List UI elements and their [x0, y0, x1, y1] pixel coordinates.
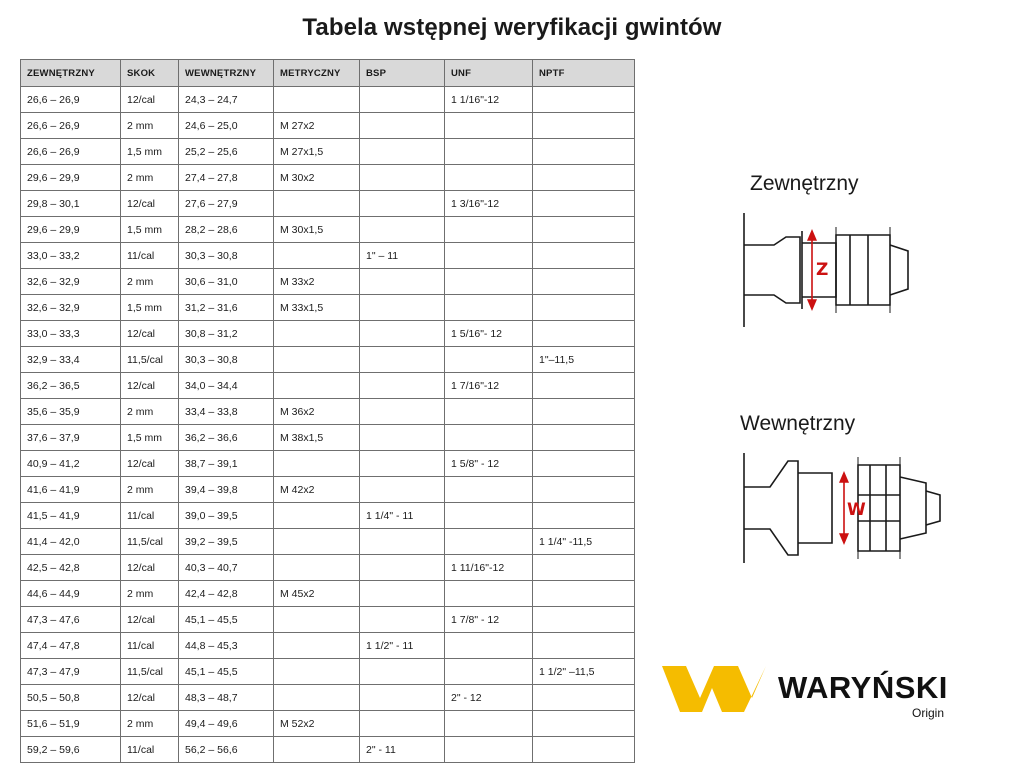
table-row [21, 685, 635, 711]
table-row [21, 425, 635, 451]
cell-unf: 1 7/16"-12 [445, 373, 533, 399]
cell-skok: 12/cal [121, 191, 179, 217]
threads-table [20, 59, 635, 763]
cell-unf [445, 737, 533, 763]
cell-wewnetrzny: 45,1 – 45,5 [179, 607, 274, 633]
cell-zewnetrzny: 59,2 – 59,6 [21, 737, 121, 763]
brand-name: WARYŃSKI [778, 670, 948, 705]
cell-skok: 2 mm [121, 477, 179, 503]
cell-skok: 11/cal [121, 737, 179, 763]
cell-wewnetrzny: 24,3 – 24,7 [179, 87, 274, 113]
cell-bsp [360, 711, 445, 737]
cell-zewnetrzny: 41,4 – 42,0 [21, 529, 121, 555]
cell-metryczny: M 38x1,5 [274, 425, 360, 451]
cell-skok: 2 mm [121, 165, 179, 191]
table-row [21, 555, 635, 581]
table-row [21, 113, 635, 139]
cell-bsp: 2" - 11 [360, 737, 445, 763]
cell-metryczny [274, 555, 360, 581]
external-dimension-letter: Z [816, 260, 829, 280]
cell-zewnetrzny: 41,5 – 41,9 [21, 503, 121, 529]
cell-skok: 2 mm [121, 711, 179, 737]
table-header-row [21, 60, 635, 87]
column-header-bsp: BSP [360, 60, 445, 87]
cell-nptf [533, 503, 635, 529]
cell-nptf [533, 295, 635, 321]
cell-bsp [360, 607, 445, 633]
cell-metryczny [274, 685, 360, 711]
table-row [21, 737, 635, 763]
cell-bsp [360, 347, 445, 373]
cell-unf: 2" - 12 [445, 685, 533, 711]
table-row [21, 191, 635, 217]
cell-wewnetrzny: 30,6 – 31,0 [179, 269, 274, 295]
cell-wewnetrzny: 27,6 – 27,9 [179, 191, 274, 217]
cell-nptf: 1 1/2" –11,5 [533, 659, 635, 685]
cell-unf [445, 399, 533, 425]
cell-zewnetrzny: 33,0 – 33,2 [21, 243, 121, 269]
cell-unf [445, 659, 533, 685]
cell-unf: 1 5/16"- 12 [445, 321, 533, 347]
cell-zewnetrzny: 29,6 – 29,9 [21, 165, 121, 191]
cell-bsp [360, 581, 445, 607]
cell-skok: 12/cal [121, 321, 179, 347]
cell-nptf [533, 425, 635, 451]
cell-skok: 12/cal [121, 685, 179, 711]
cell-zewnetrzny: 29,6 – 29,9 [21, 217, 121, 243]
cell-metryczny [274, 243, 360, 269]
cell-bsp [360, 373, 445, 399]
cell-nptf [533, 165, 635, 191]
cell-bsp [360, 269, 445, 295]
cell-zewnetrzny: 40,9 – 41,2 [21, 451, 121, 477]
cell-bsp [360, 113, 445, 139]
cell-metryczny: M 45x2 [274, 581, 360, 607]
cell-nptf: 1"–11,5 [533, 347, 635, 373]
cell-zewnetrzny: 37,6 – 37,9 [21, 425, 121, 451]
cell-zewnetrzny: 29,8 – 30,1 [21, 191, 121, 217]
cell-unf: 1 11/16"-12 [445, 555, 533, 581]
cell-bsp [360, 529, 445, 555]
table-row [21, 347, 635, 373]
table-row [21, 139, 635, 165]
cell-unf: 1 1/16"-12 [445, 87, 533, 113]
brand-logo [660, 660, 990, 730]
cell-zewnetrzny: 26,6 – 26,9 [21, 139, 121, 165]
cell-nptf [533, 321, 635, 347]
cell-unf [445, 347, 533, 373]
cell-bsp [360, 659, 445, 685]
cell-unf [445, 477, 533, 503]
cell-bsp [360, 165, 445, 191]
cell-zewnetrzny: 32,9 – 33,4 [21, 347, 121, 373]
cell-wewnetrzny: 28,2 – 28,6 [179, 217, 274, 243]
internal-thread-diagram [740, 443, 970, 578]
table-row [21, 243, 635, 269]
cell-unf: 1 7/8" - 12 [445, 607, 533, 633]
cell-wewnetrzny: 33,4 – 33,8 [179, 399, 274, 425]
cell-bsp [360, 425, 445, 451]
cell-nptf [533, 269, 635, 295]
cell-nptf [533, 113, 635, 139]
cell-zewnetrzny: 26,6 – 26,9 [21, 113, 121, 139]
cell-bsp [360, 217, 445, 243]
cell-wewnetrzny: 39,2 – 39,5 [179, 529, 274, 555]
cell-bsp [360, 555, 445, 581]
internal-thread-label: Wewnętrzny [740, 412, 856, 435]
cell-nptf [533, 217, 635, 243]
cell-skok: 11,5/cal [121, 529, 179, 555]
cell-bsp: 1" – 11 [360, 243, 445, 269]
cell-unf: 1 5/8" - 12 [445, 451, 533, 477]
diagrams-panel [660, 0, 1024, 768]
cell-wewnetrzny: 24,6 – 25,0 [179, 113, 274, 139]
cell-skok: 1,5 mm [121, 425, 179, 451]
table-row [21, 477, 635, 503]
cell-metryczny [274, 633, 360, 659]
internal-dimension-letter: W [847, 500, 866, 520]
cell-wewnetrzny: 36,2 – 36,6 [179, 425, 274, 451]
column-header-zewnetrzny: ZEWNĘTRZNY [21, 60, 121, 87]
cell-metryczny: M 30x2 [274, 165, 360, 191]
cell-bsp [360, 477, 445, 503]
cell-wewnetrzny: 49,4 – 49,6 [179, 711, 274, 737]
table-row [21, 607, 635, 633]
cell-skok: 11/cal [121, 243, 179, 269]
cell-wewnetrzny: 56,2 – 56,6 [179, 737, 274, 763]
cell-metryczny [274, 191, 360, 217]
cell-unf [445, 529, 533, 555]
cell-wewnetrzny: 30,3 – 30,8 [179, 243, 274, 269]
cell-wewnetrzny: 27,4 – 27,8 [179, 165, 274, 191]
cell-zewnetrzny: 47,3 – 47,6 [21, 607, 121, 633]
table-row [21, 711, 635, 737]
cell-wewnetrzny: 30,3 – 30,8 [179, 347, 274, 373]
cell-wewnetrzny: 40,3 – 40,7 [179, 555, 274, 581]
cell-wewnetrzny: 38,7 – 39,1 [179, 451, 274, 477]
table-row [21, 529, 635, 555]
cell-wewnetrzny: 30,8 – 31,2 [179, 321, 274, 347]
brand-tagline: Origin [912, 706, 945, 720]
cell-bsp [360, 139, 445, 165]
cell-zewnetrzny: 35,6 – 35,9 [21, 399, 121, 425]
cell-nptf [533, 191, 635, 217]
table-row [21, 581, 635, 607]
cell-zewnetrzny: 51,6 – 51,9 [21, 711, 121, 737]
table-row [21, 217, 635, 243]
cell-skok: 2 mm [121, 269, 179, 295]
cell-metryczny: M 36x2 [274, 399, 360, 425]
table-row [21, 295, 635, 321]
cell-metryczny: M 33x2 [274, 269, 360, 295]
cell-unf [445, 165, 533, 191]
cell-metryczny [274, 347, 360, 373]
cell-wewnetrzny: 45,1 – 45,5 [179, 659, 274, 685]
cell-metryczny [274, 321, 360, 347]
cell-metryczny [274, 659, 360, 685]
cell-bsp [360, 451, 445, 477]
column-header-skok: SKOK [121, 60, 179, 87]
cell-metryczny [274, 503, 360, 529]
cell-zewnetrzny: 33,0 – 33,3 [21, 321, 121, 347]
cell-metryczny: M 33x1,5 [274, 295, 360, 321]
cell-skok: 2 mm [121, 113, 179, 139]
column-header-unf: UNF [445, 60, 533, 87]
cell-wewnetrzny: 34,0 – 34,4 [179, 373, 274, 399]
cell-metryczny: M 42x2 [274, 477, 360, 503]
cell-wewnetrzny: 42,4 – 42,8 [179, 581, 274, 607]
cell-skok: 12/cal [121, 607, 179, 633]
waryinski-w-mark-icon [660, 660, 770, 716]
cell-bsp [360, 321, 445, 347]
cell-nptf [533, 711, 635, 737]
cell-nptf [533, 607, 635, 633]
column-header-metryczny: METRYCZNY [274, 60, 360, 87]
table-body [21, 87, 635, 763]
column-header-nptf: NPTF [533, 60, 635, 87]
cell-unf [445, 217, 533, 243]
table-row [21, 503, 635, 529]
cell-wewnetrzny: 39,4 – 39,8 [179, 477, 274, 503]
cell-unf [445, 113, 533, 139]
cell-zewnetrzny: 42,5 – 42,8 [21, 555, 121, 581]
cell-metryczny [274, 373, 360, 399]
cell-skok: 1,5 mm [121, 139, 179, 165]
cell-nptf [533, 737, 635, 763]
cell-bsp: 1 1/4" - 11 [360, 503, 445, 529]
cell-unf [445, 581, 533, 607]
cell-metryczny [274, 451, 360, 477]
cell-metryczny [274, 737, 360, 763]
table-row [21, 321, 635, 347]
cell-bsp: 1 1/2" - 11 [360, 633, 445, 659]
cell-unf [445, 633, 533, 659]
cell-bsp [360, 191, 445, 217]
cell-unf: 1 3/16"-12 [445, 191, 533, 217]
cell-metryczny [274, 529, 360, 555]
cell-zewnetrzny: 36,2 – 36,5 [21, 373, 121, 399]
external-thread-label: Zewnętrzny [750, 172, 859, 195]
table-row [21, 87, 635, 113]
cell-unf [445, 295, 533, 321]
cell-zewnetrzny: 47,4 – 47,8 [21, 633, 121, 659]
cell-skok: 1,5 mm [121, 217, 179, 243]
cell-nptf [533, 633, 635, 659]
cell-skok: 11,5/cal [121, 659, 179, 685]
cell-skok: 12/cal [121, 451, 179, 477]
external-thread-diagram [740, 205, 950, 340]
cell-bsp [360, 87, 445, 113]
cell-wewnetrzny: 39,0 – 39,5 [179, 503, 274, 529]
cell-unf [445, 269, 533, 295]
cell-skok: 2 mm [121, 581, 179, 607]
cell-metryczny: M 27x2 [274, 113, 360, 139]
cell-nptf [533, 685, 635, 711]
table-row [21, 659, 635, 685]
cell-zewnetrzny: 32,6 – 32,9 [21, 269, 121, 295]
cell-nptf [533, 373, 635, 399]
cell-metryczny: M 27x1,5 [274, 139, 360, 165]
cell-skok: 11/cal [121, 503, 179, 529]
cell-unf [445, 711, 533, 737]
cell-unf [445, 425, 533, 451]
page-title: Tabela wstępnej weryfikacji gwintów [302, 14, 722, 41]
cell-skok: 1,5 mm [121, 295, 179, 321]
cell-skok: 12/cal [121, 555, 179, 581]
cell-nptf [533, 399, 635, 425]
cell-metryczny: M 30x1,5 [274, 217, 360, 243]
cell-bsp [360, 295, 445, 321]
table-row [21, 633, 635, 659]
cell-skok: 12/cal [121, 373, 179, 399]
cell-nptf [533, 581, 635, 607]
cell-bsp [360, 685, 445, 711]
cell-nptf [533, 243, 635, 269]
cell-zewnetrzny: 41,6 – 41,9 [21, 477, 121, 503]
cell-skok: 2 mm [121, 399, 179, 425]
cell-unf [445, 243, 533, 269]
cell-metryczny [274, 87, 360, 113]
cell-nptf [533, 139, 635, 165]
threads-table-container [20, 59, 634, 763]
cell-nptf [533, 555, 635, 581]
cell-bsp [360, 399, 445, 425]
cell-zewnetrzny: 47,3 – 47,9 [21, 659, 121, 685]
cell-wewnetrzny: 31,2 – 31,6 [179, 295, 274, 321]
cell-nptf [533, 451, 635, 477]
cell-wewnetrzny: 25,2 – 25,6 [179, 139, 274, 165]
table-row [21, 373, 635, 399]
cell-nptf: 1 1/4" -11,5 [533, 529, 635, 555]
cell-zewnetrzny: 32,6 – 32,9 [21, 295, 121, 321]
cell-wewnetrzny: 48,3 – 48,7 [179, 685, 274, 711]
cell-skok: 12/cal [121, 87, 179, 113]
table-row [21, 165, 635, 191]
cell-zewnetrzny: 26,6 – 26,9 [21, 87, 121, 113]
cell-skok: 11/cal [121, 633, 179, 659]
table-row [21, 399, 635, 425]
cell-nptf [533, 477, 635, 503]
cell-metryczny [274, 607, 360, 633]
cell-unf [445, 139, 533, 165]
table-row [21, 451, 635, 477]
cell-skok: 11,5/cal [121, 347, 179, 373]
table-row [21, 269, 635, 295]
cell-unf [445, 503, 533, 529]
column-header-wewnetrzny: WEWNĘTRZNY [179, 60, 274, 87]
cell-zewnetrzny: 50,5 – 50,8 [21, 685, 121, 711]
cell-zewnetrzny: 44,6 – 44,9 [21, 581, 121, 607]
cell-metryczny: M 52x2 [274, 711, 360, 737]
cell-wewnetrzny: 44,8 – 45,3 [179, 633, 274, 659]
cell-nptf [533, 87, 635, 113]
